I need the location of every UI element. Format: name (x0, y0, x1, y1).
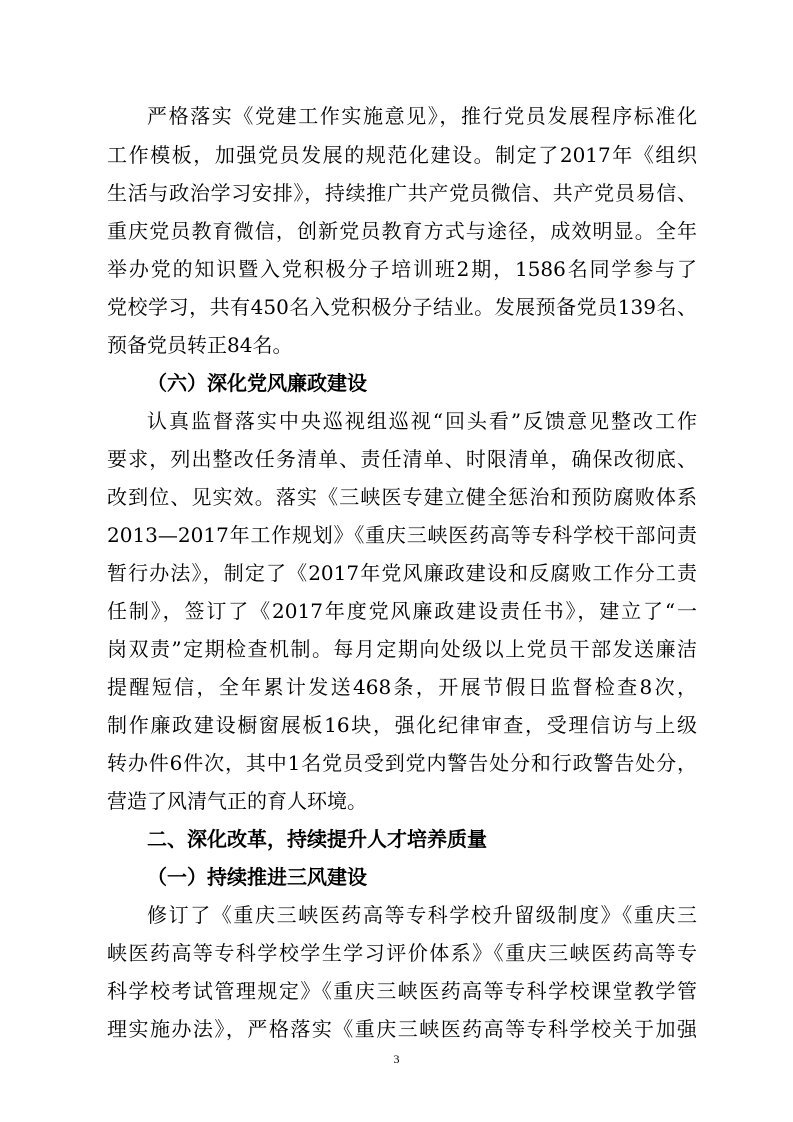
paragraph-line: 峡医药高等专科学校学生学习评价体系》《重庆三峡医药高等专 (107, 941, 697, 965)
paragraph-line: 理实施办法》，严格落实《重庆三峡医药高等专科学校关于加强 (107, 1017, 697, 1041)
paragraph-line: 暂行办法》，制定了《2017年党风廉政建设和反腐败工作分工责 (107, 561, 697, 585)
paragraph-line: 改到位、见实效。落实《三峡医专建立健全惩治和预防腐败体系 (107, 485, 697, 509)
paragraph-line: 营造了风清气正的育人环境。 (107, 789, 367, 813)
paragraph-line: 制作廉政建设橱窗展板16块，强化纪律审查，受理信访与上级 (107, 713, 697, 737)
paragraph-line: 科学校考试管理规定》《重庆三峡医药高等专科学校课堂教学管 (107, 979, 697, 1003)
paragraph-line: 提醒短信，全年累计发送468条，开展节假日监督检查8次， (107, 675, 697, 699)
paragraph-line: 工作模板，加强党员发展的规范化建设。制定了2017年《组织 (107, 143, 697, 167)
paragraph-line: 生活与政治学习安排》，持续推广共产党员微信、共产党员易信、 (107, 181, 697, 205)
paragraph-line: 预备党员转正84名。 (107, 333, 293, 357)
paragraph-line: 党校学习，共有450名入党积极分子结业。发展预备党员139名、 (107, 295, 697, 319)
paragraph-line: 转办件6件次，其中1名党员受到党内警告处分和行政警告处分， (107, 751, 697, 775)
paragraph-line: 举办党的知识暨入党积极分子培训班2期，1586名同学参与了 (107, 257, 697, 281)
paragraph-line: 严格落实《党建工作实施意见》，推行党员发展程序标准化 (147, 104, 697, 128)
paragraph-line: 重庆党员教育微信，创新党员教育方式与途径，成效明显。全年 (107, 219, 697, 243)
paragraph-line: 2013—2017年工作规划》《重庆三峡医药高等专科学校干部问责 (107, 523, 697, 547)
chapter-heading: 二、深化改革，持续提升人才培养质量 (147, 827, 487, 851)
paragraph-line: 要求，列出整改任务清单、责任清单、时限清单，确保改彻底、 (107, 447, 697, 471)
section-heading: （一）持续推进三风建设 (147, 865, 367, 889)
paragraph-line: 认真监督落实中央巡视组巡视“回头看”反馈意见整改工作 (147, 409, 697, 433)
section-heading: （六）深化党风廉政建设 (147, 371, 367, 395)
page-number: 3 (393, 1052, 400, 1066)
paragraph-line: 岗双责”定期检查机制。每月定期向处级以上党员干部发送廉洁 (107, 637, 697, 661)
paragraph-line: 任制》，签订了《2017年度党风廉政建设责任书》，建立了“一 (107, 599, 697, 623)
paragraph-line: 修订了《重庆三峡医药高等专科学校升留级制度》《重庆三 (147, 903, 697, 927)
